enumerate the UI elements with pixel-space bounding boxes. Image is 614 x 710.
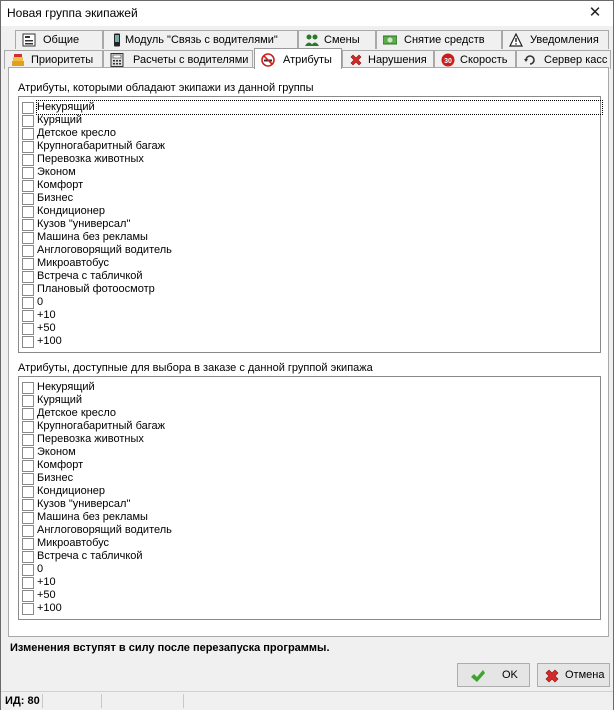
attribute-checkbox[interactable] (22, 310, 34, 322)
checkmark-icon (470, 668, 486, 684)
tab-shifts[interactable] (298, 30, 376, 49)
attribute-label: Микроавтобус (37, 257, 110, 269)
attribute-label: 0 (37, 563, 44, 575)
crew-attributes-list[interactable] (18, 96, 601, 353)
attribute-checkbox[interactable] (22, 421, 34, 433)
attribute-checkbox[interactable] (22, 382, 34, 394)
attribute-checkbox[interactable] (22, 603, 34, 615)
attribute-label: +50 (37, 589, 56, 601)
tab-label: Скорость (460, 54, 508, 66)
attribute-label: Некурящий (37, 101, 602, 114)
tab-label: Приоритеты (31, 54, 94, 66)
attribute-checkbox[interactable] (22, 408, 34, 420)
attribute-label: Англоговорящий водитель (37, 524, 172, 536)
attribute-checkbox[interactable] (22, 297, 34, 309)
attribute-label: Бизнес (37, 192, 74, 204)
tab-row-1 (3, 30, 611, 50)
general-icon (22, 33, 36, 47)
attribute-label: Кузов "универсал" (37, 498, 131, 510)
attribute-checkbox[interactable] (22, 206, 34, 218)
attribute-checkbox[interactable] (22, 180, 34, 192)
attribute-checkbox[interactable] (22, 525, 34, 537)
cash-server-icon (523, 53, 537, 67)
attribute-label: +100 (37, 335, 62, 347)
attribute-checkbox[interactable] (22, 434, 34, 446)
attribute-label: Кузов "универсал" (37, 218, 131, 230)
status-bar (1, 691, 613, 710)
ok-button[interactable] (457, 663, 530, 687)
attribute-label: Крупногабаритный багаж (37, 140, 165, 152)
tab-notifications[interactable] (502, 30, 609, 49)
attribute-checkbox[interactable] (22, 564, 34, 576)
record-id: ИД: 80 (5, 695, 40, 707)
status-divider (42, 694, 43, 708)
attribute-label: Перевозка животных (37, 433, 144, 445)
attribute-checkbox[interactable] (22, 323, 34, 335)
svg-text:30: 30 (444, 58, 452, 65)
red-x-icon (349, 53, 363, 67)
tab-label: Расчеты с водителями (133, 54, 249, 66)
attribute-label: Детское кресло (37, 127, 117, 139)
attribute-checkbox[interactable] (22, 219, 34, 231)
attribute-label: Крупногабаритный багаж (37, 420, 165, 432)
attribute-label: Эконом (37, 166, 76, 178)
tab-label: Снятие средств (404, 34, 485, 46)
attribute-checkbox[interactable] (22, 232, 34, 244)
attribute-label: Некурящий (37, 381, 95, 393)
attribute-checkbox[interactable] (22, 115, 34, 127)
attribute-label: +10 (37, 309, 56, 321)
tab-attributes[interactable] (254, 48, 342, 69)
order-attributes-list[interactable] (18, 376, 601, 620)
attribute-checkbox[interactable] (22, 590, 34, 602)
title-bar (1, 1, 613, 26)
attribute-checkbox[interactable] (22, 154, 34, 166)
cancel-label: Отмена (565, 669, 605, 681)
tab-general[interactable] (15, 30, 103, 49)
attribute-label: 0 (37, 296, 44, 308)
attribute-checkbox[interactable] (22, 128, 34, 140)
tab-label: Уведомления (530, 34, 599, 46)
attribute-checkbox[interactable] (22, 473, 34, 485)
cancel-button[interactable] (537, 663, 610, 687)
withdraw-icon (383, 33, 397, 47)
attribute-checkbox[interactable] (22, 447, 34, 459)
attribute-label: Англоговорящий водитель (37, 244, 172, 256)
attribute-label: Плановый фотоосмотр (37, 283, 155, 295)
tab-label: Сервер касс (544, 54, 608, 66)
drivers-comm-icon (110, 33, 124, 47)
calculator-icon (110, 53, 124, 67)
red-x-icon (544, 668, 560, 684)
attribute-checkbox[interactable] (22, 512, 34, 524)
close-icon[interactable]: ✕ (588, 4, 602, 21)
ok-label: OK (502, 669, 518, 681)
attribute-label: Кондиционер (37, 205, 106, 217)
group1-label: Атрибуты, которыми обладают экипажи из данной группы (18, 82, 314, 94)
attribute-checkbox[interactable] (22, 271, 34, 283)
status-divider (183, 694, 184, 708)
speed-icon (441, 53, 455, 67)
status-divider (101, 694, 102, 708)
tab-label: Нарушения (368, 54, 427, 66)
tab-label: Атрибуты (283, 54, 332, 66)
attribute-label: Перевозка животных (37, 153, 144, 165)
attribute-checkbox[interactable] (22, 460, 34, 472)
attribute-label: Курящий (37, 394, 83, 406)
attribute-label: Комфорт (37, 179, 84, 191)
warning-icon (509, 33, 523, 47)
attribute-label: +10 (37, 576, 56, 588)
attribute-checkbox[interactable] (22, 577, 34, 589)
attribute-label: Бизнес (37, 472, 74, 484)
attribute-label: Машина без рекламы (37, 511, 148, 523)
attribute-label: Комфорт (37, 459, 84, 471)
attribute-checkbox[interactable] (22, 538, 34, 550)
attribute-checkbox[interactable] (22, 284, 34, 296)
no-smoking-icon (261, 53, 275, 67)
attribute-label: +50 (37, 322, 56, 334)
tab-label: Общие (43, 34, 80, 46)
attribute-label: Кондиционер (37, 485, 106, 497)
priority-icon (11, 53, 25, 67)
shifts-icon (305, 33, 319, 47)
attribute-label: Встреча с табличкой (37, 270, 143, 282)
attribute-checkbox[interactable] (22, 336, 34, 348)
group2-label: Атрибуты, доступные для выбора в заказе с данной группой экипажа (18, 362, 373, 374)
attribute-label: Курящий (37, 114, 83, 126)
attribute-label: Детское кресло (37, 407, 117, 419)
attribute-label: Микроавтобус (37, 537, 110, 549)
attribute-checkbox[interactable] (22, 167, 34, 179)
restart-notice: Изменения вступят в силу после перезапуска программы. (10, 642, 330, 654)
tab-drivers-module[interactable] (103, 30, 298, 49)
attribute-label: Встреча с табличкой (37, 550, 143, 562)
attribute-label: +100 (37, 602, 62, 614)
attribute-checkbox[interactable] (22, 245, 34, 257)
tab-label: Модуль "Связь с водителями" (125, 34, 278, 46)
attribute-checkbox[interactable] (22, 499, 34, 511)
attribute-label: Машина без рекламы (37, 231, 148, 243)
attribute-checkbox[interactable] (22, 141, 34, 153)
attribute-checkbox[interactable] (22, 193, 34, 205)
tab-label: Смены (324, 34, 360, 46)
attribute-checkbox[interactable] (22, 258, 34, 270)
attribute-checkbox[interactable] (22, 486, 34, 498)
attribute-checkbox[interactable] (22, 102, 34, 114)
tab-withdraw[interactable] (376, 30, 502, 49)
window-title: Новая группа экипажей (7, 6, 138, 20)
attribute-checkbox[interactable] (22, 551, 34, 563)
attribute-label: Эконом (37, 446, 76, 458)
attribute-checkbox[interactable] (22, 395, 34, 407)
